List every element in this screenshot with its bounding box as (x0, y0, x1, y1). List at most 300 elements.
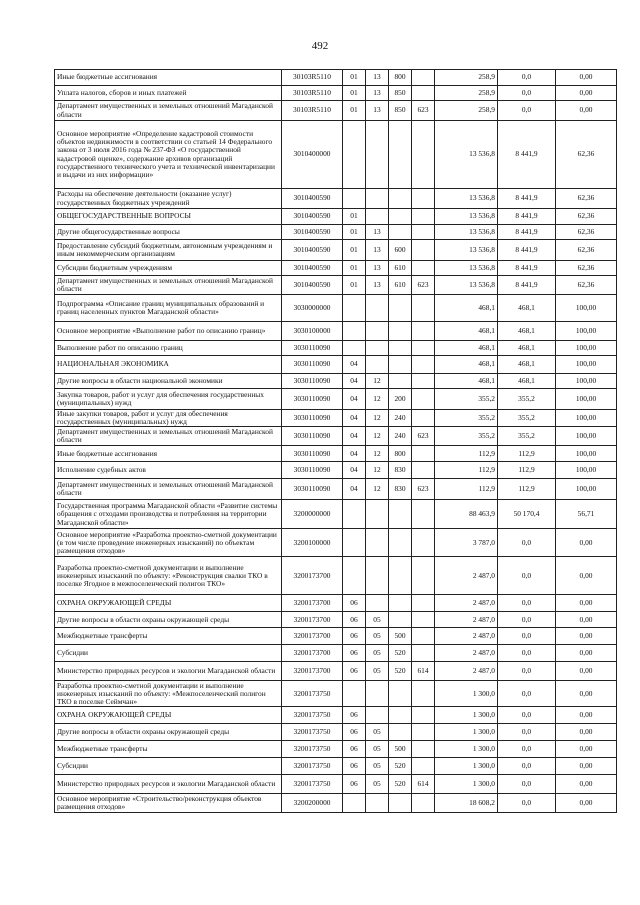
row-subsection: 05 (366, 612, 389, 628)
row-approved: 468,1 (435, 341, 498, 356)
row-ministry-code: 614 (412, 662, 435, 681)
row-ministry-code (412, 70, 435, 86)
row-code: 3200173750 (282, 707, 343, 724)
row-name: Иные бюджетные ассигнования (55, 70, 282, 86)
table-row (55, 707, 617, 724)
row-approved: 13 536,8 (435, 189, 498, 209)
row-subsection (366, 209, 389, 225)
row-section: 06 (343, 758, 366, 775)
row-code: 3030110090 (282, 427, 343, 446)
row-approved: 2 487,0 (435, 595, 498, 612)
row-executed: 112,9 (498, 479, 556, 500)
row-approved: 2 487,0 (435, 662, 498, 681)
row-section: 06 (343, 595, 366, 612)
row-ministry-code (412, 240, 435, 261)
row-ministry-code (412, 356, 435, 374)
row-percent: 100,00 (556, 410, 617, 427)
row-expense-type: 800 (389, 70, 412, 86)
row-code: 3030110090 (282, 410, 343, 427)
row-expense-type (389, 724, 412, 741)
row-section: 06 (343, 724, 366, 741)
row-name: Другие вопросы в области национальной экономики (55, 374, 282, 389)
row-section: 01 (343, 225, 366, 240)
row-executed: 8 441,9 (498, 240, 556, 261)
row-section: 04 (343, 374, 366, 389)
table-row (55, 189, 617, 209)
row-ministry-code (412, 557, 435, 595)
row-ministry-code (412, 595, 435, 612)
row-percent: 0,00 (556, 741, 617, 758)
row-ministry-code (412, 645, 435, 662)
row-ministry-code (412, 794, 435, 813)
row-section (343, 794, 366, 813)
row-name: Основное мероприятие «Определение кадастровой стоимости объектов недвижимости в соответствии со статьей 14 Федерального закона от 3 июля 2016 года № 237-ФЗ «О государственной кадастровой оценке», содержание архивов организаций государственного технического учета и технической инвентаризации и выдачи из них информации» (55, 121, 282, 189)
row-expense-type: 520 (389, 662, 412, 681)
row-subsection: 12 (366, 462, 389, 479)
table-row (55, 479, 617, 500)
row-expense-type (389, 209, 412, 225)
row-expense-type: 830 (389, 462, 412, 479)
row-subsection: 13 (366, 225, 389, 240)
row-code: 3200173750 (282, 741, 343, 758)
row-subsection: 05 (366, 645, 389, 662)
row-code: 3200173700 (282, 557, 343, 595)
row-section (343, 121, 366, 189)
row-code: 3010400000 (282, 121, 343, 189)
row-percent: 0,00 (556, 70, 617, 86)
row-code: 3200173700 (282, 645, 343, 662)
row-section: 04 (343, 389, 366, 410)
row-code: 3030110090 (282, 341, 343, 356)
row-code: 3010400590 (282, 261, 343, 276)
row-percent: 0,00 (556, 724, 617, 741)
row-approved: 2 487,0 (435, 645, 498, 662)
row-expense-type: 800 (389, 446, 412, 462)
row-expense-type: 500 (389, 741, 412, 758)
row-percent: 0,00 (556, 662, 617, 681)
row-ministry-code (412, 341, 435, 356)
row-name: Уплата налогов, сборов и иных платежей (55, 86, 282, 101)
row-subsection (366, 681, 389, 707)
row-section: 04 (343, 410, 366, 427)
row-name: Разработка проектно-сметной документации и выполнение инженерных изысканий по объекту: «Реконструкция свалки ТКО в поселке Ягодное в межпоселенческий полигон ТКО» (55, 557, 282, 595)
table-row (55, 374, 617, 389)
row-section: 06 (343, 707, 366, 724)
row-subsection (366, 189, 389, 209)
table-row (55, 662, 617, 681)
row-executed: 0,0 (498, 101, 556, 121)
row-name: НАЦИОНАЛЬНАЯ ЭКОНОМИКА (55, 356, 282, 374)
table-row (55, 628, 617, 645)
row-expense-type (389, 500, 412, 529)
row-percent: 56,71 (556, 500, 617, 529)
row-code: 3010400590 (282, 276, 343, 295)
row-approved: 112,9 (435, 446, 498, 462)
row-name: Исполнение судебных актов (55, 462, 282, 479)
row-executed: 0,0 (498, 612, 556, 628)
row-expense-type: 500 (389, 628, 412, 645)
table-row (55, 794, 617, 813)
row-percent: 62,36 (556, 189, 617, 209)
row-percent: 100,00 (556, 295, 617, 322)
row-approved: 112,9 (435, 462, 498, 479)
row-name: Другие общегосударственные вопросы (55, 225, 282, 240)
row-section: 04 (343, 462, 366, 479)
row-percent: 0,00 (556, 681, 617, 707)
row-subsection: 12 (366, 389, 389, 410)
row-name: Основное мероприятие «Разработка проектно-сметной документации (в том числе проведение инженерных изысканий) по объектам размещения отходов» (55, 529, 282, 557)
row-ministry-code (412, 741, 435, 758)
row-name: Департамент имущественных и земельных отношений Магаданской области (55, 101, 282, 121)
row-section: 06 (343, 662, 366, 681)
row-code: 30103R5110 (282, 86, 343, 101)
row-subsection: 05 (366, 724, 389, 741)
row-name: Субсидии бюджетным учреждениям (55, 261, 282, 276)
row-executed: 8 441,9 (498, 189, 556, 209)
row-executed: 0,0 (498, 758, 556, 775)
row-percent: 0,00 (556, 529, 617, 557)
row-expense-type (389, 341, 412, 356)
row-name: Расходы на обеспечение деятельности (оказание услуг) государственных бюджетных учреждений (55, 189, 282, 209)
row-section: 06 (343, 645, 366, 662)
row-expense-type: 610 (389, 276, 412, 295)
row-name: Государственная программа Магаданской области «Развитие системы обращения с отходами производства и потребления на территории Магаданской области» (55, 500, 282, 529)
row-executed: 50 170,4 (498, 500, 556, 529)
table-row (55, 462, 617, 479)
row-name: ОБЩЕГОСУДАРСТВЕННЫЕ ВОПРОСЫ (55, 209, 282, 225)
row-code: 3200173700 (282, 612, 343, 628)
row-approved: 112,9 (435, 479, 498, 500)
row-code: 3200200000 (282, 794, 343, 813)
row-executed: 8 441,9 (498, 121, 556, 189)
table-row (55, 446, 617, 462)
row-ministry-code (412, 410, 435, 427)
row-subsection: 05 (366, 628, 389, 645)
row-executed: 0,0 (498, 645, 556, 662)
row-executed: 468,1 (498, 295, 556, 322)
row-section: 06 (343, 612, 366, 628)
table-row (55, 70, 617, 86)
row-ministry-code (412, 121, 435, 189)
row-section (343, 557, 366, 595)
row-approved: 18 608,2 (435, 794, 498, 813)
row-ministry-code (412, 681, 435, 707)
table-row (55, 341, 617, 356)
row-section (343, 529, 366, 557)
row-approved: 3 787,0 (435, 529, 498, 557)
table-row (55, 389, 617, 410)
row-subsection: 13 (366, 70, 389, 86)
row-approved: 468,1 (435, 374, 498, 389)
row-subsection: 13 (366, 101, 389, 121)
row-code: 3030110090 (282, 389, 343, 410)
table-row (55, 500, 617, 529)
row-subsection: 05 (366, 741, 389, 758)
row-ministry-code (412, 295, 435, 322)
row-percent: 0,00 (556, 775, 617, 794)
table-row (55, 741, 617, 758)
row-code: 3200173750 (282, 758, 343, 775)
row-section: 06 (343, 741, 366, 758)
row-name: Предоставление субсидий бюджетным, автономным учреждениям и иным некоммерческим организациям (55, 240, 282, 261)
row-name: Основное мероприятие «Выполнение работ по описанию границ» (55, 322, 282, 341)
row-subsection: 12 (366, 410, 389, 427)
row-approved: 1 300,0 (435, 758, 498, 775)
row-executed: 0,0 (498, 681, 556, 707)
row-subsection (366, 557, 389, 595)
row-ministry-code (412, 86, 435, 101)
row-approved: 2 487,0 (435, 628, 498, 645)
row-expense-type (389, 612, 412, 628)
row-subsection (366, 341, 389, 356)
row-approved: 13 536,8 (435, 209, 498, 225)
row-code: 30103R5110 (282, 70, 343, 86)
row-expense-type: 830 (389, 479, 412, 500)
row-executed: 0,0 (498, 557, 556, 595)
row-expense-type: 850 (389, 101, 412, 121)
row-executed: 355,2 (498, 389, 556, 410)
row-approved: 13 536,8 (435, 121, 498, 189)
table-row (55, 612, 617, 628)
row-section (343, 500, 366, 529)
row-expense-type (389, 225, 412, 240)
row-expense-type (389, 374, 412, 389)
table-row (55, 775, 617, 794)
row-section: 01 (343, 101, 366, 121)
row-approved: 1 300,0 (435, 681, 498, 707)
row-code: 30103R5110 (282, 101, 343, 121)
row-expense-type (389, 557, 412, 595)
row-name: Межбюджетные трансферты (55, 628, 282, 645)
row-name: Субсидии (55, 645, 282, 662)
row-percent: 100,00 (556, 374, 617, 389)
row-code: 3200173750 (282, 724, 343, 741)
row-subsection (366, 295, 389, 322)
row-executed: 112,9 (498, 446, 556, 462)
row-approved: 2 487,0 (435, 612, 498, 628)
row-subsection (366, 529, 389, 557)
table-row (55, 427, 617, 446)
row-percent: 100,00 (556, 322, 617, 341)
row-approved: 2 487,0 (435, 557, 498, 595)
row-percent: 62,36 (556, 240, 617, 261)
row-expense-type: 600 (389, 240, 412, 261)
row-expense-type (389, 295, 412, 322)
row-approved: 355,2 (435, 410, 498, 427)
row-subsection (366, 794, 389, 813)
row-code: 3010400590 (282, 209, 343, 225)
row-executed: 112,9 (498, 462, 556, 479)
row-name: Департамент имущественных и земельных отношений Магаданской области (55, 276, 282, 295)
table-row (55, 529, 617, 557)
row-code: 3010400590 (282, 240, 343, 261)
table-row (55, 758, 617, 775)
row-code: 3200100000 (282, 529, 343, 557)
row-ministry-code: 623 (412, 479, 435, 500)
row-name: Департамент имущественных и земельных отношений Магаданской области (55, 479, 282, 500)
row-approved: 1 300,0 (435, 741, 498, 758)
row-expense-type: 520 (389, 775, 412, 794)
row-subsection: 05 (366, 775, 389, 794)
row-approved: 355,2 (435, 389, 498, 410)
row-section: 06 (343, 628, 366, 645)
row-executed: 468,1 (498, 374, 556, 389)
table-row (55, 356, 617, 374)
row-executed: 0,0 (498, 662, 556, 681)
row-executed: 0,0 (498, 70, 556, 86)
row-percent: 62,36 (556, 209, 617, 225)
row-executed: 468,1 (498, 322, 556, 341)
row-ministry-code (412, 261, 435, 276)
row-ministry-code (412, 322, 435, 341)
row-name: Основное мероприятие «Строительство/реконструкция объектов размещения отходов» (55, 794, 282, 813)
row-section (343, 295, 366, 322)
row-section: 04 (343, 427, 366, 446)
row-ministry-code (412, 462, 435, 479)
row-executed: 355,2 (498, 410, 556, 427)
row-expense-type (389, 529, 412, 557)
row-code: 3030110090 (282, 374, 343, 389)
row-ministry-code (412, 724, 435, 741)
row-executed: 8 441,9 (498, 225, 556, 240)
table-row (55, 724, 617, 741)
row-approved: 258,9 (435, 101, 498, 121)
row-code: 3030110090 (282, 479, 343, 500)
row-name: Межбюджетные трансферты (55, 741, 282, 758)
row-percent: 62,36 (556, 121, 617, 189)
row-executed: 8 441,9 (498, 276, 556, 295)
table-row (55, 681, 617, 707)
row-subsection: 05 (366, 758, 389, 775)
row-percent: 100,00 (556, 479, 617, 500)
row-code: 3200173700 (282, 628, 343, 645)
row-approved: 13 536,8 (435, 240, 498, 261)
row-expense-type: 200 (389, 389, 412, 410)
row-expense-type (389, 322, 412, 341)
row-section (343, 681, 366, 707)
budget-table (54, 69, 617, 813)
row-name: Закупка товаров, работ и услуг для обеспечения государственных (муниципальных) нужд (55, 389, 282, 410)
row-ministry-code (412, 374, 435, 389)
row-code: 3030100000 (282, 322, 343, 341)
row-approved: 1 300,0 (435, 707, 498, 724)
row-code: 3030110090 (282, 356, 343, 374)
row-expense-type: 240 (389, 427, 412, 446)
row-percent: 0,00 (556, 557, 617, 595)
row-subsection: 12 (366, 479, 389, 500)
row-percent: 100,00 (556, 462, 617, 479)
row-section: 01 (343, 276, 366, 295)
row-expense-type: 520 (389, 645, 412, 662)
row-name: ОХРАНА ОКРУЖАЮЩЕЙ СРЕДЫ (55, 707, 282, 724)
row-subsection (366, 121, 389, 189)
row-executed: 0,0 (498, 707, 556, 724)
row-subsection (366, 707, 389, 724)
row-expense-type (389, 595, 412, 612)
row-ministry-code (412, 225, 435, 240)
row-code: 3200000000 (282, 500, 343, 529)
row-section: 01 (343, 86, 366, 101)
table-row (55, 595, 617, 612)
row-executed: 0,0 (498, 628, 556, 645)
row-ministry-code (412, 529, 435, 557)
row-expense-type (389, 121, 412, 189)
row-name: Другие вопросы в области охраны окружающей среды (55, 724, 282, 741)
table-row (55, 295, 617, 322)
row-section: 06 (343, 775, 366, 794)
row-percent: 100,00 (556, 427, 617, 446)
row-percent: 100,00 (556, 389, 617, 410)
row-name: Иные закупки товаров, работ и услуг для обеспечения государственных (муниципальных) нужд (55, 410, 282, 427)
row-executed: 8 441,9 (498, 209, 556, 225)
row-subsection: 05 (366, 662, 389, 681)
row-ministry-code: 614 (412, 775, 435, 794)
row-percent: 100,00 (556, 356, 617, 374)
row-expense-type: 610 (389, 261, 412, 276)
row-approved: 468,1 (435, 322, 498, 341)
row-section (343, 189, 366, 209)
row-percent: 0,00 (556, 628, 617, 645)
row-approved: 468,1 (435, 356, 498, 374)
row-ministry-code (412, 446, 435, 462)
row-code: 3200173700 (282, 662, 343, 681)
row-name: Субсидии (55, 758, 282, 775)
row-ministry-code (412, 628, 435, 645)
row-code: 3010400590 (282, 225, 343, 240)
row-code: 3030110090 (282, 446, 343, 462)
row-percent: 0,00 (556, 612, 617, 628)
row-subsection: 13 (366, 276, 389, 295)
row-ministry-code: 623 (412, 276, 435, 295)
row-code: 3200173750 (282, 681, 343, 707)
row-name: Другие вопросы в области охраны окружающей среды (55, 612, 282, 628)
row-code: 3030110090 (282, 462, 343, 479)
row-percent: 0,00 (556, 101, 617, 121)
row-name: Подпрограмма «Описание границ муниципальных образований и границ населенных пунктов Магаданской области» (55, 295, 282, 322)
row-section: 01 (343, 209, 366, 225)
table-row (55, 261, 617, 276)
row-ministry-code (412, 707, 435, 724)
row-percent: 100,00 (556, 446, 617, 462)
row-section: 04 (343, 479, 366, 500)
row-ministry-code (412, 389, 435, 410)
row-executed: 0,0 (498, 741, 556, 758)
row-percent: 62,36 (556, 261, 617, 276)
row-approved: 1 300,0 (435, 775, 498, 794)
row-approved: 258,9 (435, 86, 498, 101)
table-row (55, 209, 617, 225)
row-name: ОХРАНА ОКРУЖАЮЩЕЙ СРЕДЫ (55, 595, 282, 612)
row-expense-type (389, 707, 412, 724)
row-executed: 8 441,9 (498, 261, 556, 276)
row-subsection: 12 (366, 446, 389, 462)
row-expense-type: 850 (389, 86, 412, 101)
row-subsection: 12 (366, 374, 389, 389)
row-name: Разработка проектно-сметной документации и выполнение инженерных изысканий по объекту: «Межпоселенческий полигон ТКО в поселке Сеймчан» (55, 681, 282, 707)
row-subsection (366, 500, 389, 529)
table-row (55, 121, 617, 189)
row-name: Иные бюджетные ассигнования (55, 446, 282, 462)
page-number: 492 (311, 40, 329, 52)
row-name: Министерство природных ресурсов и экологии Магаданской области (55, 662, 282, 681)
row-executed: 468,1 (498, 341, 556, 356)
row-section: 01 (343, 261, 366, 276)
row-section (343, 341, 366, 356)
table-row (55, 645, 617, 662)
row-ministry-code: 623 (412, 427, 435, 446)
row-subsection: 13 (366, 240, 389, 261)
table-row (55, 101, 617, 121)
